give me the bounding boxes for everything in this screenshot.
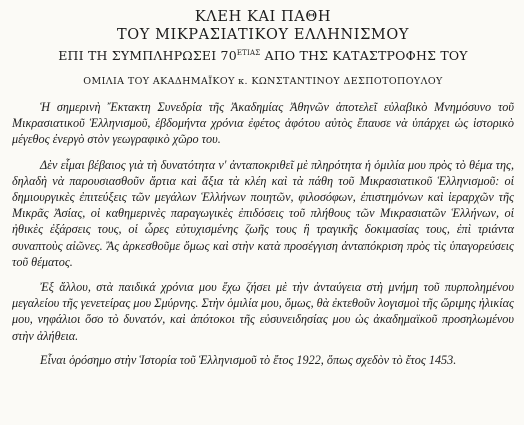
subtitle-pre: ΕΠΙ ΤΗ ΣΥΜΠΛΗΡΩΣΕΙ 70 xyxy=(58,48,237,63)
subtitle-post: ΑΠΟ ΤΗΣ ΚΑΤΑΣΤΡΟΦΗΣ ΤΟΥ xyxy=(260,48,468,63)
title-block xyxy=(12,8,514,64)
byline: ΟΜΙΛΙΑ ΤΟΥ ΑΚΑΔΗΜΑΪΚΟΥ κ. ΚΩΝΣΤΑΝΤΙΝΟΥ ΔΕΣΠΟΤΟΠΟΥΛΟΥ xyxy=(83,76,443,87)
speech-body xyxy=(12,99,514,368)
subtitle xyxy=(12,45,514,64)
paragraph-4: Εἶναι ὁρόσημο στὴν Ἱστορία τοῦ Ἑλληνισμοῦ τὸ ἔτος 1922, ὅπως σχεδὸν τὸ ἔτος 1453. xyxy=(40,352,457,367)
paragraph-1: Ἡ σημερινὴ Ἔκτακτη Συνεδρία τῆς Ἀκαδημίας Ἀθηνῶν ἀποτελεῖ εὐλαβικὸ Μνημόσυνο τοῦ Μικρασιατικοῦ Ἑλληνισμοῦ, ἑβδομήντα χρόνια ἐφέτος ἀφότου αὐτὸς ἔπαυσε νὰ ὑπάρχει ὡς ἱστορικὸ μέγεθος ἐνεργὸ στὸν γεωγραφικὸ χῶρο του. xyxy=(12,100,514,147)
paragraph-2: Δὲν εἶμαι βέβαιος γιὰ τὴ δυνατότητα ν' ἀνταποκριθεῖ μὲ πληρότητα ἡ ὁμιλία μου πρὸς τὸ θέμα της, δηλαδὴ νὰ παρουσιασθοῦν ἄρτια καὶ ἄξια τὰ κλέη καὶ τὰ πάθη τοῦ Μικρασιατικοῦ Ἑλληνισμοῦ: οἱ δημιουργικὲς ἐπιτεύξεις τῶν μεγάλων Ἑλλήνων ποιητῶν, φιλοσόφων, ἐπιστημόνων καὶ ἱεραρχῶν τῆς Μικρᾶς Ἀσίας, οἱ καθημερινὲς παραγωγικὲς ἐπιδόσεις τοῦ πλήθους τῶν Μικρασιατῶν Ἑλλήνων, οἱ ἠθικὲς ἐξάρσεις τους, οἱ ὧρες εὐτυχισμένης ζωῆς τους ἢ τραγικῆς δοκιμασίας τους, ἐπὶ τριάντα συναπτοὺς αἰῶνες. Ἂς ἀρκεσθοῦμε ὅμως καὶ στὴν κατὰ προσέγγιση ἀνταπόκριση πρὸς τὶς ὑπαγορεύσεις τοῦ θέματος. xyxy=(12,157,514,269)
subtitle-superscript: ΕΤΙΑΣ xyxy=(236,49,261,57)
title-line-2: ΤΟΥ ΜΙΚΡΑΣΙΑΤΙΚΟΥ ΕΛΛΗΝΙΣΜΟΥ xyxy=(116,27,410,43)
title-line-1: ΚΛΕΗ ΚΑΙ ΠΑΘΗ xyxy=(194,9,332,25)
paragraph-3: Ἐξ ἄλλου, στὰ παιδικά χρόνια μου ἔχω ζήσει μὲ τὴν ἀνταύγεια στὴ μνήμη τοῦ πυρπολημένου μεγαλείου τῆς γενετείρας μου Σμύρνης. Στὴν ὁμιλία μου, ὅμως, θὰ ἐκτεθοῦν λογισμοὶ τῆς ὥριμης ἡλικίας μου, νηφάλιοι ὅσο τὸ δυνατόν, καὶ ἀπότοκοι τῆς εὐσυνειδησίας μου ὡς ἀκαδημαϊκοῦ προσηλωμένου στὴν ἀλήθεια. xyxy=(12,280,514,343)
